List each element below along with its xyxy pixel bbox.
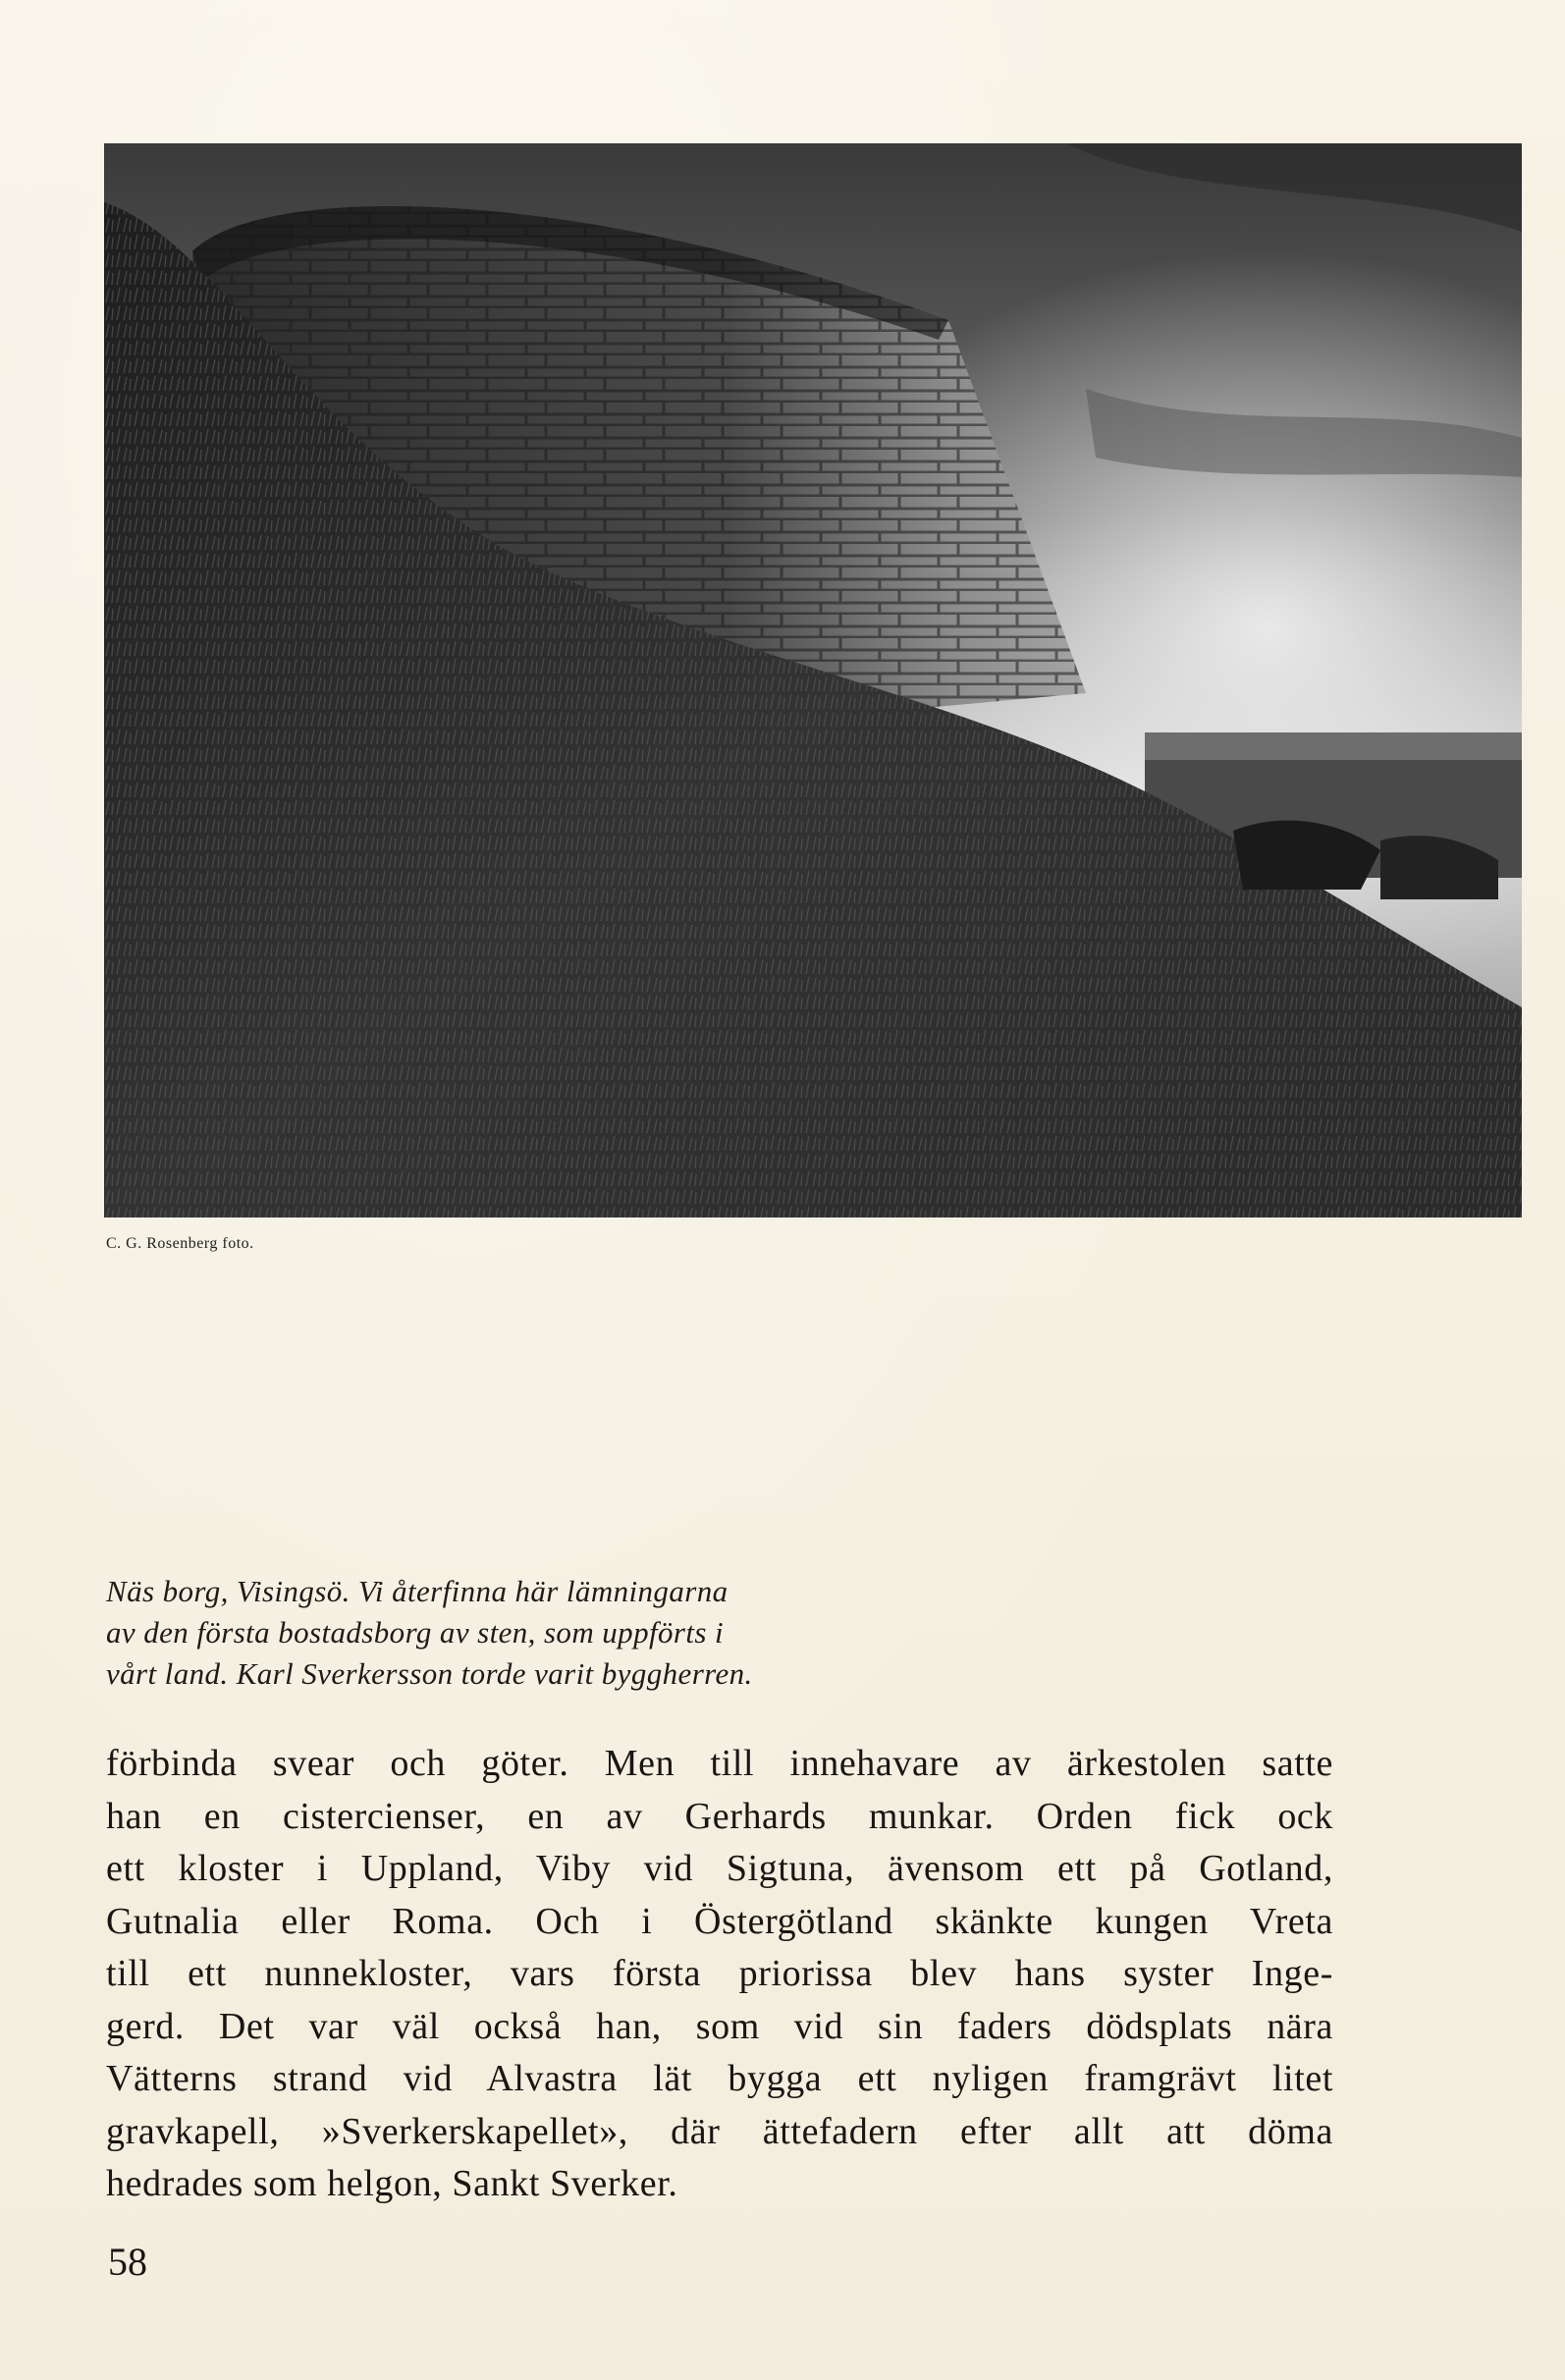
- castle-ruin-photo: [104, 143, 1522, 1217]
- body-paragraph: [106, 1738, 1333, 2211]
- body-line: ett kloster i Uppland, Viby vid Sigtuna, ävensom ett på Gotland,: [106, 1848, 1333, 1889]
- caption-line: av den första bostadsborg av sten, som uppförts i: [106, 1615, 724, 1650]
- caption-line: Näs borg, Visingsö. Vi återfinna här lämningarna: [106, 1574, 729, 1608]
- body-line: gerd. Det var väl också han, som vid sin faders dödsplats nära: [106, 2005, 1333, 2047]
- body-line: till ett nunnekloster, vars första priorissa blev hans syster Inge-: [106, 1953, 1333, 1994]
- body-line: gravkapell, »Sverkerskapellet», där ättefadern efter allt att döma: [106, 2110, 1333, 2152]
- page-number: 58: [108, 2240, 147, 2284]
- body-line: Gutnalia eller Roma. Och i Östergötland skänkte kungen Vreta: [106, 1900, 1333, 1942]
- caption-line: vårt land. Karl Sverkersson torde varit byggherren.: [106, 1656, 753, 1691]
- photo-credit: C. G. Rosenberg foto.: [106, 1235, 254, 1252]
- body-line: förbinda svear och göter. Men till innehavare av ärkestolen satte: [106, 1743, 1333, 1784]
- body-line: hedrades som helgon, Sankt Sverker.: [106, 2163, 678, 2204]
- photo-caption: [106, 1571, 911, 1695]
- body-line: han en cistercienser, en av Gerhards munkar. Orden fick ock: [106, 1795, 1333, 1837]
- body-line: Vätterns strand vid Alvastra lät bygga ett nyligen framgrävt litet: [106, 2058, 1333, 2099]
